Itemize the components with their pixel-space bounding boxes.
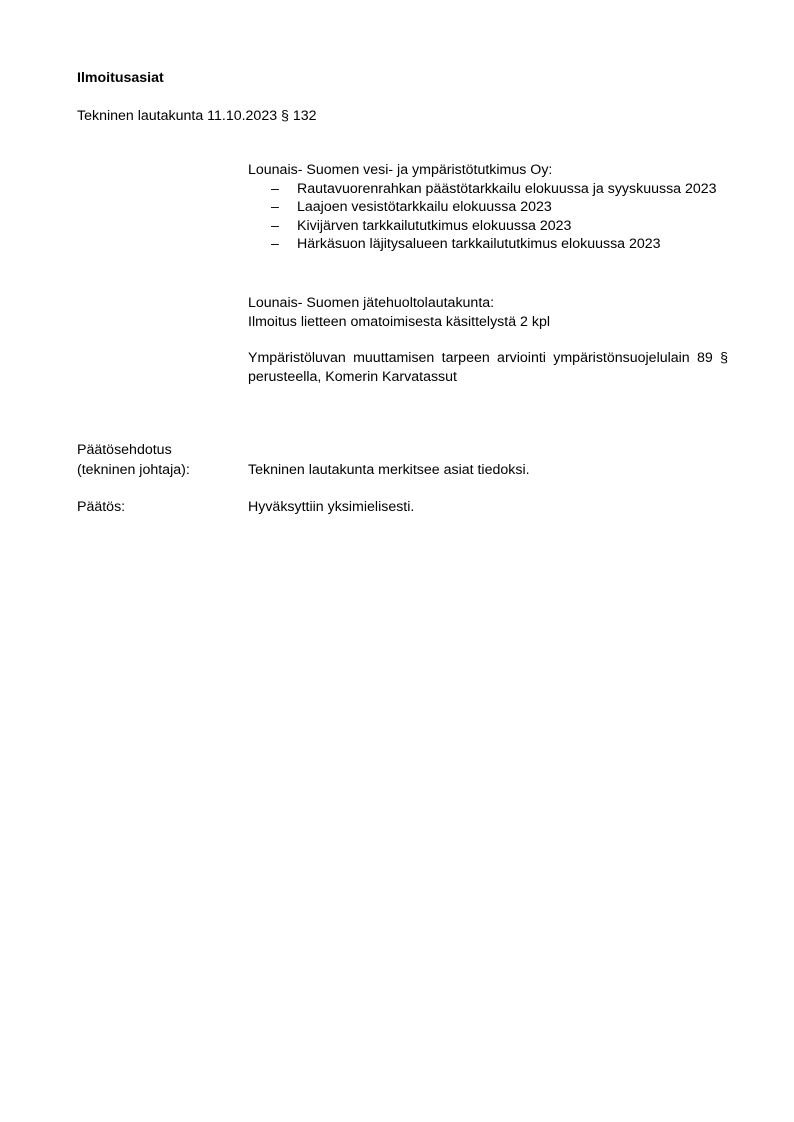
list-item-text: Härkäsuon läjitysalueen tarkkailututkimus elokuussa 2023 [297, 236, 661, 252]
bullet-dash: – [271, 199, 279, 215]
meeting-reference: Tekninen lautakunta 11.10.2023 § 132 [77, 108, 317, 124]
notice-section-3 [248, 349, 728, 386]
proposal-label-line-1: Päätösehdotus [77, 442, 172, 458]
bullet-dash: – [271, 217, 279, 234]
bullet-dash: – [271, 236, 279, 252]
section-1-item-list [248, 180, 728, 254]
list-item-text: Laajoen vesistötarkkailu elokuussa 2023 [297, 199, 552, 215]
decision-label: Päätös: [77, 499, 126, 515]
bullet-dash: – [271, 180, 279, 197]
decision-text: Hyväksyttiin yksimielisesti. [248, 499, 415, 515]
proposal-label-line-2: (tekninen johtaja): [77, 462, 190, 478]
section-1-organization: Lounais- Suomen vesi- ja ympäristötutkimus Oy: [248, 162, 553, 178]
list-item [248, 217, 728, 236]
list-item-text: Kivijärven tarkkailututkimus elokuussa 2023 [297, 217, 572, 234]
proposal-text: Tekninen lautakunta merkitsee asiat tiedoksi. [248, 462, 530, 478]
document-heading: Ilmoitusasiat [77, 70, 164, 86]
notice-section-1 [248, 161, 728, 254]
section-2-text: Ilmoitus lietteen omatoimisesta käsittelystä 2 kpl [248, 313, 551, 330]
list-item-text: Rautavuorenrahkan päästötarkkailu elokuussa ja syyskuussa 2023 [297, 180, 717, 197]
list-item [248, 198, 728, 217]
list-item [248, 180, 728, 199]
list-item [248, 235, 728, 254]
notice-section-2 [248, 294, 728, 331]
section-3-text: Ympäristöluvan muuttamisen tarpeen arviointi ympäristönsuojelulain 89 § perusteella, Komerin Karvatassut [248, 350, 728, 385]
section-2-organization: Lounais- Suomen jätehuoltolautakunta: [248, 295, 495, 311]
